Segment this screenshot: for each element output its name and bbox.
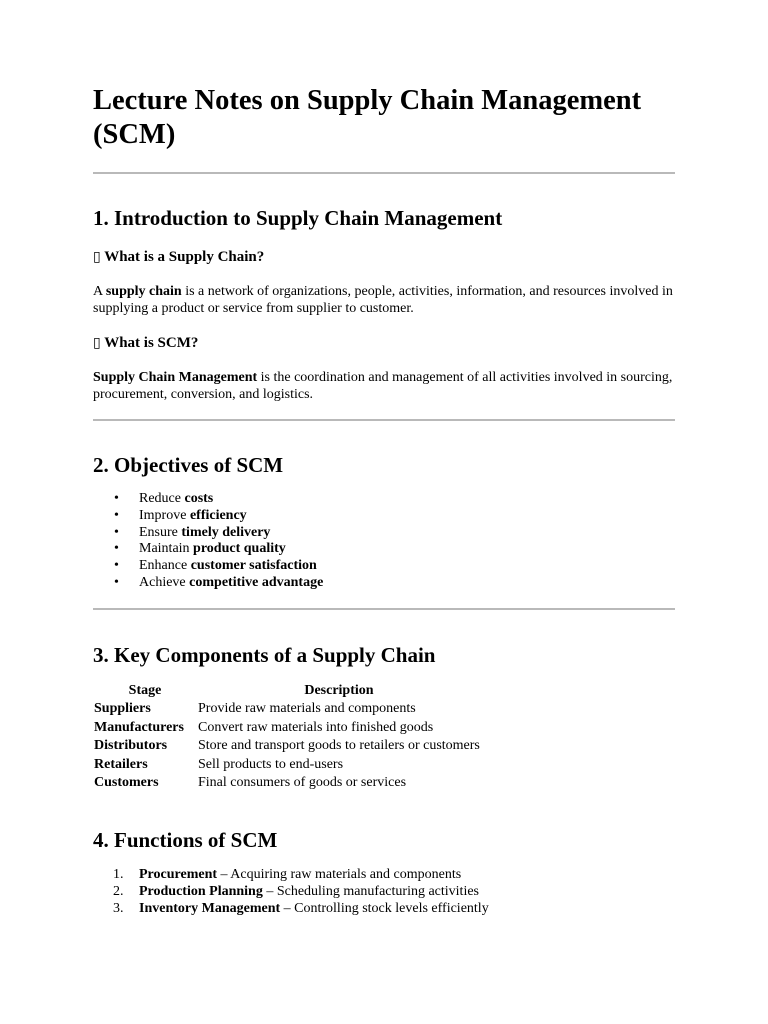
text-run: Reduce: [139, 491, 185, 506]
list-item: [93, 491, 675, 508]
table-row: [93, 737, 481, 756]
table-row: [93, 756, 481, 775]
text-run: – Scheduling manufacturing activities: [262, 883, 479, 899]
text-run: A: [93, 284, 106, 299]
text-run: – Acquiring raw materials and components: [217, 866, 462, 882]
list-item: [93, 508, 675, 525]
list-item: [93, 558, 675, 575]
bold-term: timely delivery: [181, 524, 271, 540]
bold-term: customer satisfaction: [190, 558, 317, 574]
section-heading-introduction: 1. Introduction to Supply Chain Management: [93, 206, 503, 230]
missing-glyph-icon: ▯: [93, 335, 101, 351]
subheading-text: What is SCM?: [104, 335, 199, 351]
list-item: [93, 575, 675, 592]
stage-cell: Suppliers: [94, 701, 151, 717]
description-cell: Store and transport goods to retailers or customers: [198, 738, 480, 754]
stage-cell: Distributors: [94, 738, 168, 754]
text-run: Maintain: [139, 541, 194, 557]
list-item: [93, 900, 675, 917]
text-run: is a network of organizations, people, activities, information, and resources involved in supplying a product or service from supplier to customer.: [93, 284, 673, 316]
text-run: Improve: [139, 507, 190, 523]
bold-term: supply chain: [105, 284, 182, 299]
table-row: [93, 774, 481, 793]
table-row: [93, 719, 481, 738]
description-cell: Provide raw materials and components: [198, 701, 416, 717]
document-title: Lecture Notes on Supply Chain Management (SCM): [93, 85, 642, 150]
section-heading-functions: 4. Functions of SCM: [93, 827, 278, 852]
bold-term: Procurement: [139, 866, 218, 882]
functions-list: [93, 866, 675, 917]
stage-cell: Retailers: [94, 756, 148, 772]
list-number: 2.: [113, 883, 124, 899]
description-cell: Final consumers of goods or services: [198, 775, 407, 791]
objectives-list: [93, 491, 675, 592]
text-run: Achieve: [139, 574, 190, 590]
bold-term: efficiency: [189, 507, 247, 523]
paragraph-scm-definition: [93, 369, 675, 403]
text-run: Enhance: [139, 558, 191, 574]
missing-glyph-icon: ▯: [93, 249, 101, 265]
table-row: [93, 700, 481, 719]
table-header-row: [93, 682, 481, 701]
list-item: [93, 525, 675, 542]
bold-term: costs: [184, 491, 214, 506]
column-header-description: Description: [304, 682, 374, 698]
document-content: [93, 84, 675, 917]
bold-term: Production Planning: [139, 883, 263, 899]
section-heading-objectives: 2. Objectives of SCM: [93, 453, 284, 477]
text-run: – Controlling stock levels efficiently: [280, 900, 489, 916]
bold-term: Inventory Management: [139, 900, 281, 916]
list-item: [93, 866, 675, 883]
text-run: is the coordination and management of all activities involved in sourcing, procurement, conversion, and logistics.: [93, 370, 673, 402]
subheading-what-is-scm: [93, 334, 675, 353]
list-number: 1.: [113, 866, 124, 882]
paragraph-supply-chain-definition: [93, 283, 675, 317]
list-item: [93, 883, 675, 900]
subheading-text: What is a Supply Chain?: [104, 249, 265, 265]
bold-term: competitive advantage: [189, 574, 324, 590]
components-table: [93, 682, 481, 793]
subheading-what-is-supply-chain: [93, 248, 675, 267]
divider: [93, 608, 675, 610]
section-heading-key-components: 3. Key Components of a Supply Chain: [93, 642, 436, 667]
description-cell: Convert raw materials into finished goods: [198, 719, 434, 735]
divider: [93, 419, 675, 421]
list-item: [93, 541, 675, 558]
stage-cell: Customers: [94, 775, 159, 791]
text-run: Ensure: [139, 524, 182, 540]
list-number: 3.: [113, 900, 124, 916]
bold-term: Supply Chain Management: [93, 370, 258, 385]
divider: [93, 172, 675, 174]
bold-term: product quality: [193, 541, 286, 557]
stage-cell: Manufacturers: [94, 719, 184, 735]
description-cell: Sell products to end-users: [198, 756, 344, 772]
column-header-stage: Stage: [128, 682, 162, 698]
